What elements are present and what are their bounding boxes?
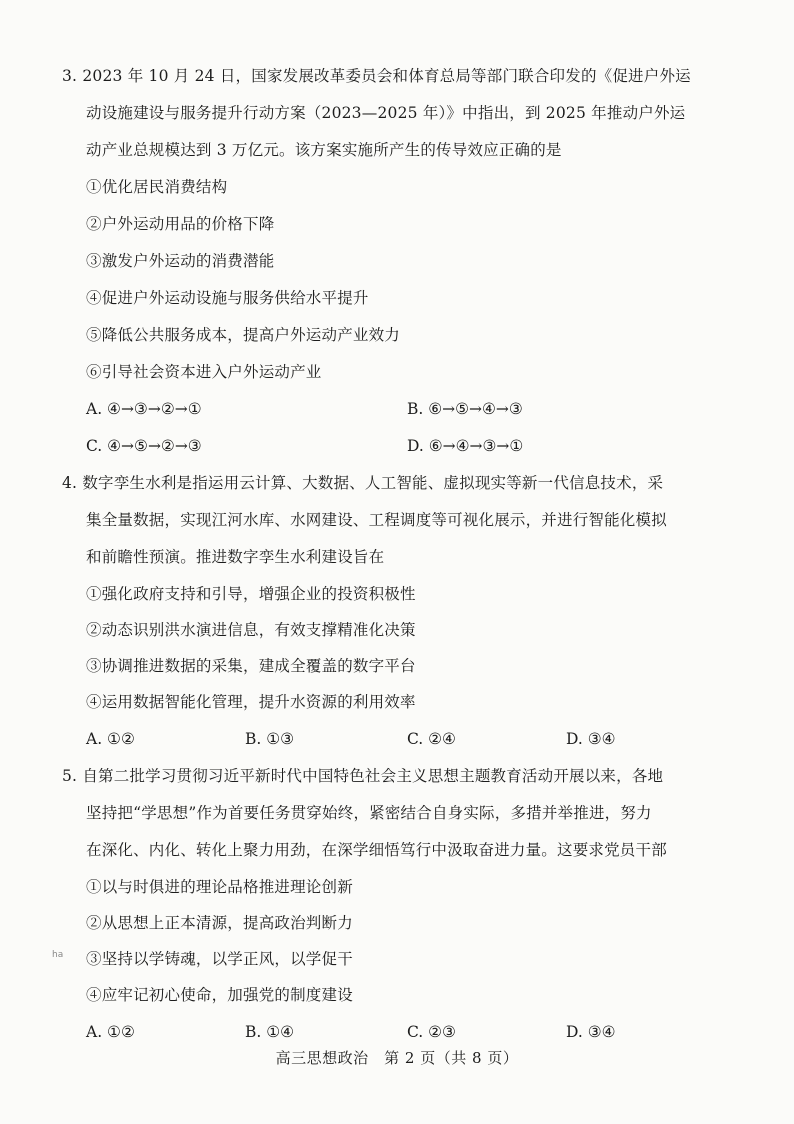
q4-item-1: ①强化政府支持和引导，增强企业的投资积极性	[86, 585, 416, 603]
q4-stem-line-1: 4. 数字孪生水利是指运用云计算、大数据、人工智能、虚拟现实等新一代信息技术，采	[62, 474, 664, 492]
q3-stem-line-2: 动设施建设与服务提升行动方案（2023—2025 年）》中指出，到 2025 年推动户外运	[86, 104, 686, 122]
q3-item-3: ③激发户外运动的消费潜能	[86, 252, 275, 270]
q3-stem-line-3: 动产业总规模达到 3 万亿元。该方案实施所产生的传导效应正确的是	[86, 141, 562, 159]
q3-item-2: ②户外运动用品的价格下降	[86, 215, 275, 233]
q5-option-c: C. ②③	[407, 1023, 456, 1041]
q3-option-d: D. ⑥→④→③→①	[407, 437, 524, 455]
q5-item-3: ③坚持以学铸魂，以学正风，以学促干	[86, 950, 353, 968]
q3-option-b: B. ⑥→⑤→④→③	[407, 400, 523, 418]
page-footer: 高三思想政治 第 2 页（共 8 页）	[275, 1049, 519, 1067]
q5-item-2: ②从思想上正本清源，提高政治判断力	[86, 914, 353, 932]
q5-stem-line-2: 坚持把“学思想”作为首要任务贯穿始终，紧密结合自身实际，多措并举推进，努力	[86, 804, 652, 822]
q3-item-1: ①优化居民消费结构	[86, 178, 228, 196]
margin-note: ha	[52, 950, 64, 960]
q4-option-b: B. ①③	[245, 730, 295, 748]
q4-option-a: A. ①②	[86, 730, 135, 748]
q4-item-4: ④运用数据智能化管理，提升水资源的利用效率	[86, 693, 416, 711]
q3-item-5: ⑤降低公共服务成本，提高户外运动产业效力	[86, 326, 401, 344]
q3-option-a: A. ④→③→②→①	[86, 400, 202, 418]
q3-option-c: C. ④→⑤→②→③	[86, 437, 202, 455]
q4-stem-line-2: 集全量数据，实现江河水库、水网建设、工程调度等可视化展示，并进行智能化模拟	[86, 511, 667, 529]
q3-stem-line-1: 3. 2023 年 10 月 24 日，国家发展改革委员会和体育总局等部门联合印发的《促进户外运	[62, 67, 691, 85]
q4-option-d: D. ③④	[566, 730, 616, 748]
q3-item-6: ⑥引导社会资本进入户外运动产业	[86, 363, 322, 381]
q5-option-b: B. ①④	[245, 1023, 295, 1041]
q5-option-d: D. ③④	[566, 1023, 616, 1041]
q5-stem-line-1: 5. 自第二批学习贯彻习近平新时代中国特色社会主义思想主题教育活动开展以来，各地	[62, 767, 664, 785]
q4-item-3: ③协调推进数据的采集，建成全覆盖的数字平台	[86, 657, 416, 675]
q5-item-1: ①以与时俱进的理论品格推进理论创新	[86, 878, 353, 896]
q3-item-4: ④促进户外运动设施与服务供给水平提升	[86, 289, 369, 307]
q4-item-2: ②动态识别洪水演进信息，有效支撑精准化决策	[86, 621, 416, 639]
q5-stem-line-3: 在深化、内化、转化上聚力用劲，在深学细悟笃行中汲取奋进力量。这要求党员干部	[86, 841, 667, 859]
q4-option-c: C. ②④	[407, 730, 456, 748]
q5-item-4: ④应牢记初心使命，加强党的制度建设	[86, 986, 353, 1004]
q4-stem-line-3: 和前瞻性预演。推进数字孪生水利建设旨在	[86, 548, 385, 566]
q5-option-a: A. ①②	[86, 1023, 135, 1041]
